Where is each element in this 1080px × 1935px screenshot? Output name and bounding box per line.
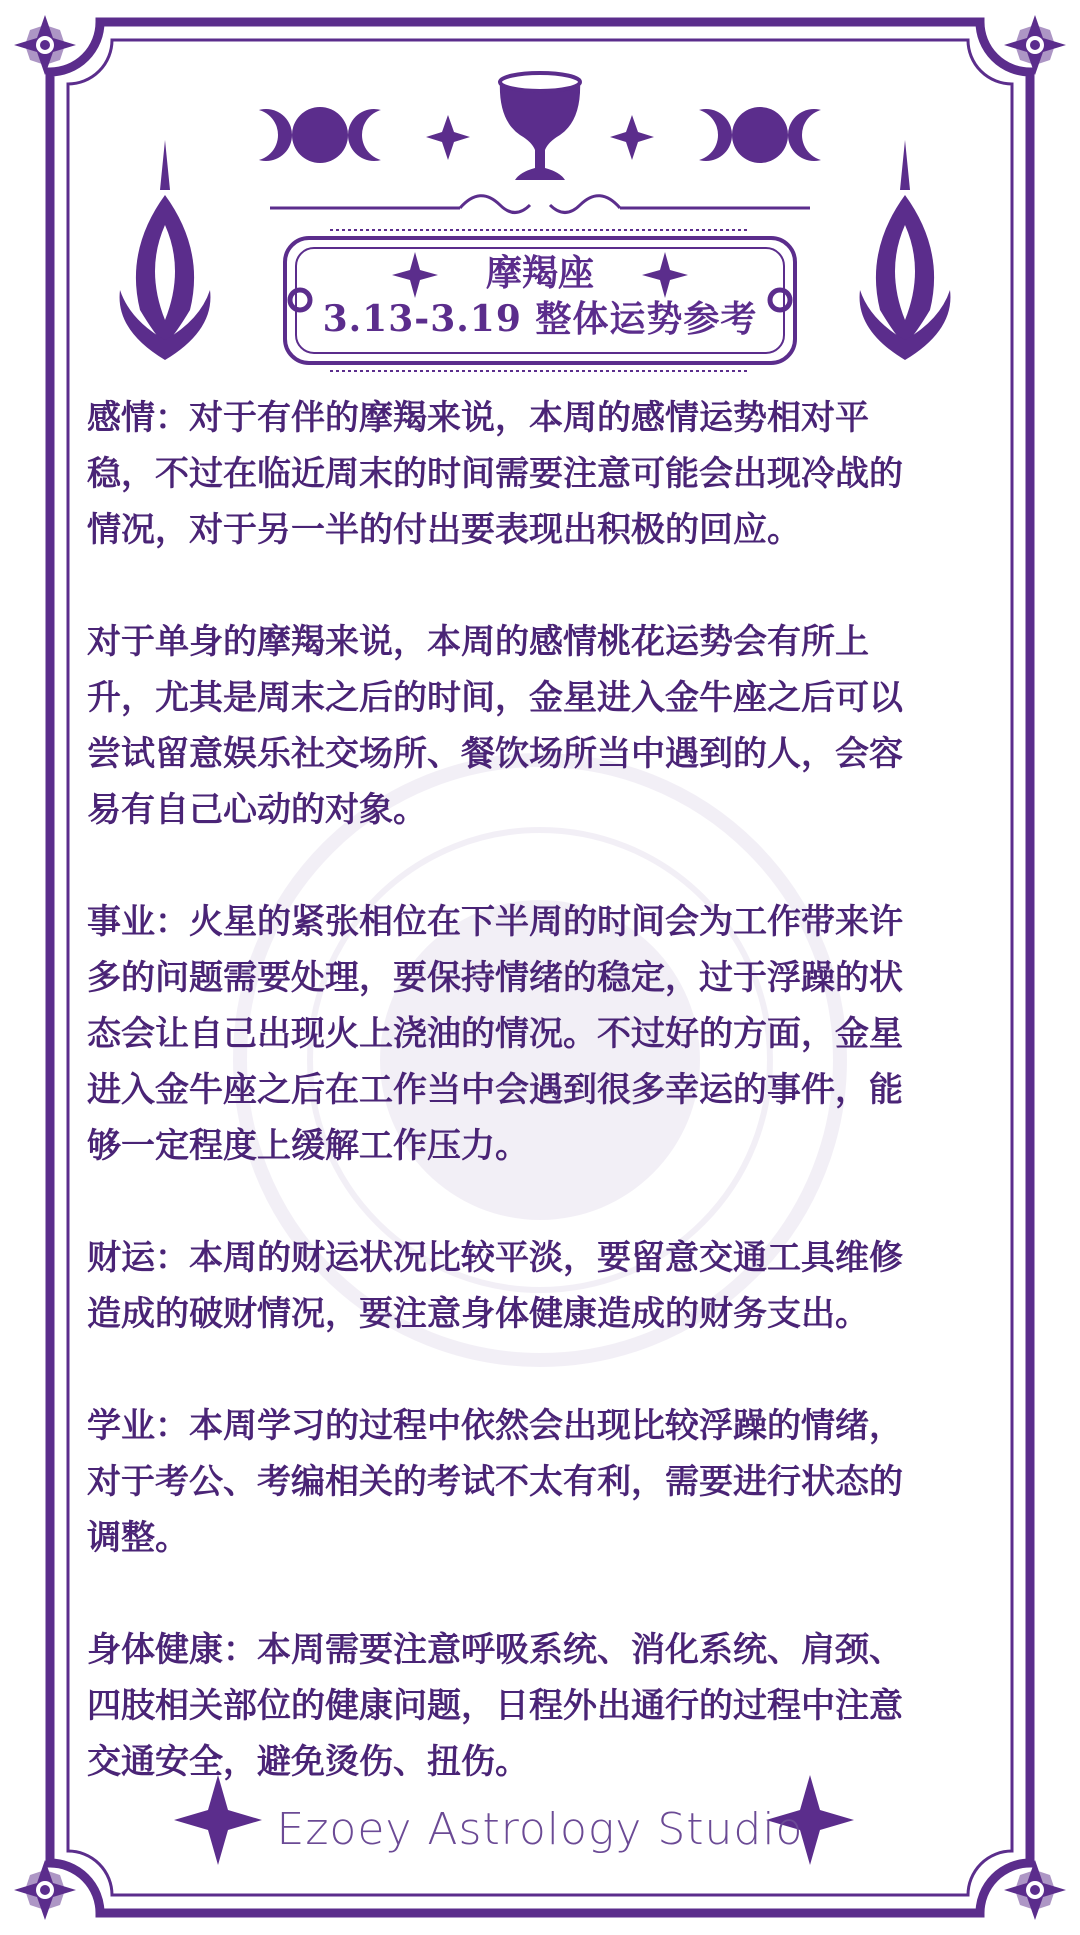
sparkle-star-icon: [426, 115, 470, 160]
title-block: [300, 245, 780, 355]
paragraph-health: 身体健康：本周需要注意呼吸系统、消化系统、肩颈、 四肢相关部位的健康问题，日程外出通行的过程中注意 交通安全，避免烫伤、扭伤。: [87, 1630, 903, 1782]
paragraph-love-single: 对于单身的摩羯来说，本周的感情桃花运势会有所上 升，尤其是周末之后的时间，金星进入金牛座之后可以 尝试留意娱乐社交场所、餐饮场所当中遇到的人，会容 易有自己心动的对象。: [87, 622, 903, 830]
studio-signature: Ezoey Astrology Studio: [276, 1804, 804, 1855]
moon-phases-icon: [666, 107, 854, 163]
date-range-subtitle: 3.13-3.19 整体运势参考: [322, 298, 758, 340]
flourish-divider: [270, 196, 810, 213]
lotus-ornament-icon: [120, 140, 211, 360]
paragraph-career: 事业：火星的紧张相位在下半周的时间会为工作带来许 多的问题需要处理，要保持情绪的稳定，过于浮躁的状 态会让自己出现火上浇油的情况。不过好的方面，金星 进入金牛座之后在工作当中会遇到很多幸运的事件，能 够一定程度上缓解工作压力。: [87, 902, 903, 1166]
sparkle-star-icon: [610, 115, 654, 160]
horoscope-body: [87, 390, 993, 1790]
moon-phases-icon: [226, 107, 414, 163]
paragraph-love-partnered: 感情：对于有伴的摩羯来说，本周的感情运势相对平 稳，不过在临近周末的时间需要注意可能会出现冷战的 情况，对于另一半的付出要表现出积极的回应。: [87, 398, 903, 550]
chalice-icon: [500, 73, 580, 180]
paragraph-finance: 财运：本周的财运状况比较平淡，要留意交通工具维修 造成的破财情况，要注意身体健康造成的财务支出。: [87, 1238, 903, 1334]
paragraph-study: 学业：本周学习的过程中依然会出现比较浮躁的情绪， 对于考公、考编相关的考试不太有利，需要进行状态的 调整。: [87, 1406, 903, 1558]
lotus-ornament-icon: [860, 140, 951, 360]
sign-title: 摩羯座: [485, 252, 594, 294]
